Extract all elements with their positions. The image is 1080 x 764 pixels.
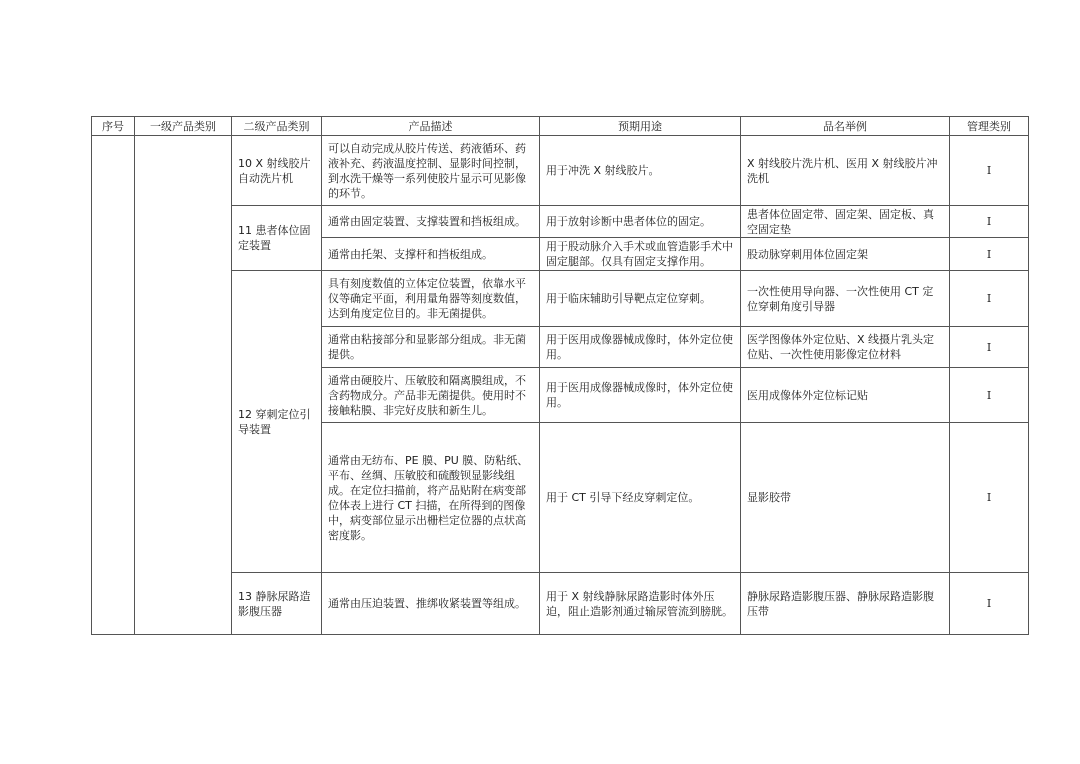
header-description: 产品描述 bbox=[322, 117, 540, 136]
subcategory-cell: 11 患者体位固定装置 bbox=[232, 206, 322, 271]
table-row bbox=[92, 573, 1029, 635]
table-row bbox=[92, 206, 1029, 238]
class-cell: I bbox=[950, 368, 1029, 423]
class-cell: I bbox=[950, 423, 1029, 573]
seq-cell bbox=[92, 136, 135, 635]
subcategory-cell: 10 X 射线胶片自动洗片机 bbox=[232, 136, 322, 206]
table-row bbox=[92, 271, 1029, 327]
use-cell: 用于股动脉介入手术或血管造影手术中固定腿部。仅具有固定支撑作用。 bbox=[540, 238, 741, 271]
examples-cell: 患者体位固定带、固定架、固定板、真空固定垫 bbox=[741, 206, 950, 238]
use-cell: 用于 CT 引导下经皮穿刺定位。 bbox=[540, 423, 741, 573]
description-cell: 通常由硬胶片、压敏胶和隔离膜组成，不含药物成分。产品非无菌提供。使用时不接触粘膜、非完好皮肤和新生儿。 bbox=[322, 368, 540, 423]
use-cell: 用于冲洗 X 射线胶片。 bbox=[540, 136, 741, 206]
table-row bbox=[92, 136, 1029, 206]
use-cell: 用于医用成像器械成像时，体外定位使用。 bbox=[540, 327, 741, 368]
subcategory-cell: 12 穿刺定位引导装置 bbox=[232, 271, 322, 573]
class-cell: I bbox=[950, 238, 1029, 271]
description-cell: 可以自动完成从胶片传送、药液循环、药液补充、药液温度控制、显影时间控制，到水洗干燥等一系列使胶片显示可见影像的环节。 bbox=[322, 136, 540, 206]
table-header-row bbox=[92, 117, 1029, 136]
header-level1: 一级产品类别 bbox=[135, 117, 232, 136]
class-cell: I bbox=[950, 206, 1029, 238]
class-cell: I bbox=[950, 327, 1029, 368]
header-class: 管理类别 bbox=[950, 117, 1029, 136]
use-cell: 用于放射诊断中患者体位的固定。 bbox=[540, 206, 741, 238]
description-cell: 通常由固定装置、支撑装置和挡板组成。 bbox=[322, 206, 540, 238]
examples-cell: 医学图像体外定位贴、X 线摄片乳头定位贴、一次性使用影像定位材料 bbox=[741, 327, 950, 368]
product-table bbox=[91, 116, 1029, 635]
header-seq: 序号 bbox=[92, 117, 135, 136]
description-cell: 通常由托架、支撑杆和挡板组成。 bbox=[322, 238, 540, 271]
description-cell: 具有刻度数值的立体定位装置，依靠水平仪等确定平面，利用量角器等刻度数值，达到角度定位目的。非无菌提供。 bbox=[322, 271, 540, 327]
description-cell: 通常由粘接部分和显影部分组成。非无菌提供。 bbox=[322, 327, 540, 368]
description-cell: 通常由无纺布、PE 膜、PU 膜、防粘纸、平布、丝绸、压敏胶和硫酸钡显影线组成。在定位扫描前，将产品贴附在病变部位体表上进行 CT 扫描，在所得到的图像中，病变部位显示出栅栏定位器的点状高密度影。 bbox=[322, 423, 540, 573]
examples-cell: X 射线胶片洗片机、医用 X 射线胶片冲洗机 bbox=[741, 136, 950, 206]
examples-cell: 一次性使用导向器、一次性使用 CT 定位穿刺角度引导器 bbox=[741, 271, 950, 327]
class-cell: I bbox=[950, 271, 1029, 327]
use-cell: 用于临床辅助引导靶点定位穿刺。 bbox=[540, 271, 741, 327]
examples-cell: 显影胶带 bbox=[741, 423, 950, 573]
product-classification-sheet bbox=[91, 116, 1028, 635]
description-cell: 通常由压迫装置、推绑收紧装置等组成。 bbox=[322, 573, 540, 635]
header-use: 预期用途 bbox=[540, 117, 741, 136]
examples-cell: 静脉尿路造影腹压器、静脉尿路造影腹压带 bbox=[741, 573, 950, 635]
header-level2: 二级产品类别 bbox=[232, 117, 322, 136]
class-cell: I bbox=[950, 573, 1029, 635]
class-cell: I bbox=[950, 136, 1029, 206]
examples-cell: 股动脉穿刺用体位固定架 bbox=[741, 238, 950, 271]
header-examples: 品名举例 bbox=[741, 117, 950, 136]
use-cell: 用于 X 射线静脉尿路造影时体外压迫，阻止造影剂通过输尿管流到膀胱。 bbox=[540, 573, 741, 635]
level1-cell bbox=[135, 136, 232, 635]
examples-cell: 医用成像体外定位标记贴 bbox=[741, 368, 950, 423]
use-cell: 用于医用成像器械成像时，体外定位使用。 bbox=[540, 368, 741, 423]
subcategory-cell: 13 静脉尿路造影腹压器 bbox=[232, 573, 322, 635]
